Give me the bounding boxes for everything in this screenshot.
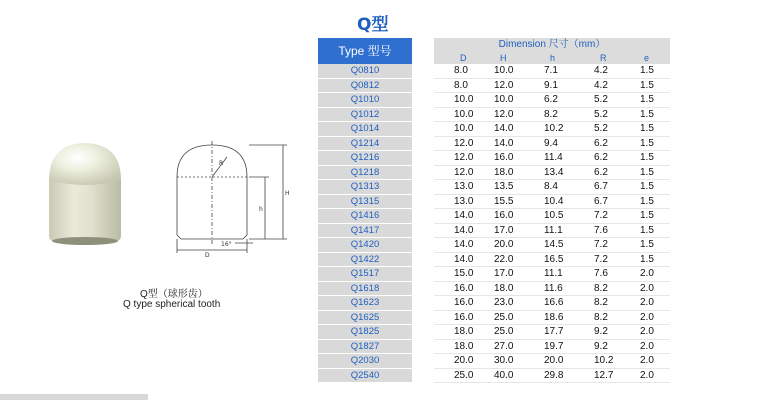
type-code-cell: Q0810 [318,64,412,78]
value-cell: 11.6 [530,281,580,296]
value-cell: 2.0 [630,296,670,311]
value-cell: 2.0 [630,339,670,354]
value-cell: 10.0 [434,122,480,137]
value-cell: 25.0 [480,310,530,325]
table-row [318,194,670,209]
table-row [318,209,670,224]
chamfer-label: 16° [221,241,232,248]
value-cell: 18.0 [434,325,480,340]
value-cell: 27.0 [480,339,530,354]
table-row [318,136,670,151]
type-code-cell: Q2030 [318,354,412,369]
value-cell: 1.5 [630,209,670,224]
value-cell: 1.5 [630,122,670,137]
value-cell: 14.0 [480,122,530,137]
value-cell: 16.0 [434,310,480,325]
type-code-cell: Q1216 [318,151,412,166]
value-cell: 2.0 [630,325,670,340]
type-code-cell: Q1517 [318,267,412,282]
table-row [318,122,670,137]
value-cell: 30.0 [480,354,530,369]
value-cell: 7.2 [580,238,630,253]
value-cell: 20.0 [480,238,530,253]
value-cell: 14.0 [434,209,480,224]
table-row [318,339,670,354]
value-cell: 25.0 [434,368,480,383]
value-cell: 4.2 [580,78,630,93]
value-cell: 18.0 [480,281,530,296]
table-row [318,281,670,296]
page-title: Q型 [357,15,389,35]
tooth-body [49,178,121,241]
value-cell: 40.0 [480,368,530,383]
value-cell: 2.0 [630,354,670,369]
value-cell: 10.0 [434,107,480,122]
bottom-scroll-strip [0,394,148,400]
value-cell: 8.4 [530,180,580,195]
value-cell: 15.5 [480,194,530,209]
value-cell: 16.5 [530,252,580,267]
type-code-cell: Q1416 [318,209,412,224]
table-row [318,93,670,108]
table-row [318,165,670,180]
value-cell: 14.0 [434,238,480,253]
table-row [318,238,670,253]
value-cell: 11.4 [530,151,580,166]
radius-label: R [219,160,224,167]
value-cell: 13.5 [480,180,530,195]
value-cell: 10.2 [580,354,630,369]
value-cell: 12.0 [434,151,480,166]
value-cell: 14.5 [530,238,580,253]
value-cell: 6.2 [580,165,630,180]
value-cell: 5.2 [580,122,630,137]
value-cell: 10.0 [480,64,530,78]
value-cell: 12.0 [480,107,530,122]
value-cell: 18.0 [480,165,530,180]
value-cell: 9.1 [530,78,580,93]
value-cell: 11.1 [530,267,580,282]
value-cell: 25.0 [480,325,530,340]
value-cell: 2.0 [630,310,670,325]
value-cell: 7.2 [580,252,630,267]
value-cell: 22.0 [480,252,530,267]
table-row [318,223,670,238]
type-code-cell: Q1623 [318,296,412,311]
value-cell: 9.4 [530,136,580,151]
tooth-base [52,237,118,245]
value-cell: 18.6 [530,310,580,325]
value-cell: 1.5 [630,165,670,180]
table-row [318,310,670,325]
type-code-cell: Q1827 [318,339,412,354]
value-cell: 4.2 [580,64,630,78]
value-cell: 1.5 [630,238,670,253]
value-cell: 8.0 [434,64,480,78]
value-cell: 20.0 [530,354,580,369]
value-cell: 6.2 [580,151,630,166]
value-cell: 19.7 [530,339,580,354]
value-cell: 16.0 [434,281,480,296]
value-cell: 16.6 [530,296,580,311]
type-code-cell: Q1012 [318,107,412,122]
value-cell: 14.0 [480,136,530,151]
table-row [318,368,670,383]
type-code-cell: Q2540 [318,368,412,383]
value-cell: 7.6 [580,267,630,282]
tooth-3d-illustration [45,140,125,255]
tooth-technical-drawing [165,135,295,260]
value-cell: 2.0 [630,267,670,282]
tooth-dome [49,143,121,185]
value-cell: 2.0 [630,281,670,296]
value-cell: 12.0 [434,136,480,151]
value-cell: 18.0 [434,339,480,354]
table-row [318,296,670,311]
value-cell: 1.5 [630,180,670,195]
col-header-r: R [580,51,630,64]
value-cell: 8.2 [580,281,630,296]
value-cell: 17.7 [530,325,580,340]
value-cell: 1.5 [630,252,670,267]
type-code-cell: Q1313 [318,180,412,195]
value-cell: 1.5 [630,107,670,122]
table-row [318,252,670,267]
value-cell: 14.0 [434,223,480,238]
col-header-e: e [630,51,670,64]
value-cell: 13.0 [434,194,480,209]
value-cell: 12.7 [580,368,630,383]
value-cell: 7.1 [530,64,580,78]
dimension-table [318,38,670,383]
table-row [318,78,670,93]
type-code-cell: Q1618 [318,281,412,296]
table-row [318,325,670,340]
value-cell: 1.5 [630,78,670,93]
value-cell: 16.0 [434,296,480,311]
value-cell: 20.0 [434,354,480,369]
col-header-h-lower: h [530,51,580,64]
value-cell: 1.5 [630,64,670,78]
type-code-cell: Q1422 [318,252,412,267]
value-cell: 14.0 [434,252,480,267]
value-cell: 10.0 [480,93,530,108]
value-cell: 17.0 [480,267,530,282]
type-code-cell: Q0812 [318,78,412,93]
type-code-cell: Q1014 [318,122,412,137]
value-cell: 5.2 [580,93,630,108]
col-header-d: D [434,51,480,64]
type-code-cell: Q1417 [318,223,412,238]
value-cell: 8.2 [580,310,630,325]
col-header-h-upper: H [480,51,530,64]
diameter-label: D [205,252,210,259]
value-cell: 1.5 [630,194,670,209]
value-cell: 13.0 [434,180,480,195]
dimension-header: Dimension 尺寸（mm） [434,38,670,51]
type-code-cell: Q1625 [318,310,412,325]
value-cell: 9.2 [580,339,630,354]
value-cell: 8.0 [434,78,480,93]
table-row [318,267,670,282]
table-row [318,180,670,195]
value-cell: 13.4 [530,165,580,180]
type-code-cell: Q1010 [318,93,412,108]
caption-chinese: Q型（球形齿） [140,289,208,300]
value-cell: 5.2 [580,107,630,122]
value-cell: 6.2 [580,136,630,151]
table-row [318,151,670,166]
value-cell: 8.2 [530,107,580,122]
value-cell: 2.0 [630,368,670,383]
overall-height-label: H [285,190,290,197]
value-cell: 8.2 [580,296,630,311]
value-cell: 23.0 [480,296,530,311]
body-height-label: h [259,206,263,213]
value-cell: 12.0 [434,165,480,180]
table-row [318,64,670,78]
type-code-cell: Q1315 [318,194,412,209]
value-cell: 1.5 [630,223,670,238]
value-cell: 10.0 [434,93,480,108]
type-code-cell: Q1825 [318,325,412,340]
caption-english: Q type spherical tooth [123,299,221,310]
type-header: Type 型号 [318,38,412,64]
value-cell: 1.5 [630,151,670,166]
type-code-cell: Q1214 [318,136,412,151]
value-cell: 11.1 [530,223,580,238]
value-cell: 15.0 [434,267,480,282]
value-cell: 12.0 [480,78,530,93]
value-cell: 1.5 [630,136,670,151]
value-cell: 29.8 [530,368,580,383]
type-code-cell: Q1218 [318,165,412,180]
value-cell: 17.0 [480,223,530,238]
value-cell: 7.6 [580,223,630,238]
value-cell: 6.7 [580,180,630,195]
value-cell: 7.2 [580,209,630,224]
value-cell: 16.0 [480,209,530,224]
table-row [318,107,670,122]
value-cell: 9.2 [580,325,630,340]
type-code-cell: Q1420 [318,238,412,253]
value-cell: 10.4 [530,194,580,209]
value-cell: 16.0 [480,151,530,166]
value-cell: 6.2 [530,93,580,108]
table-row [318,354,670,369]
value-cell: 6.7 [580,194,630,209]
value-cell: 10.5 [530,209,580,224]
value-cell: 1.5 [630,93,670,108]
value-cell: 10.2 [530,122,580,137]
